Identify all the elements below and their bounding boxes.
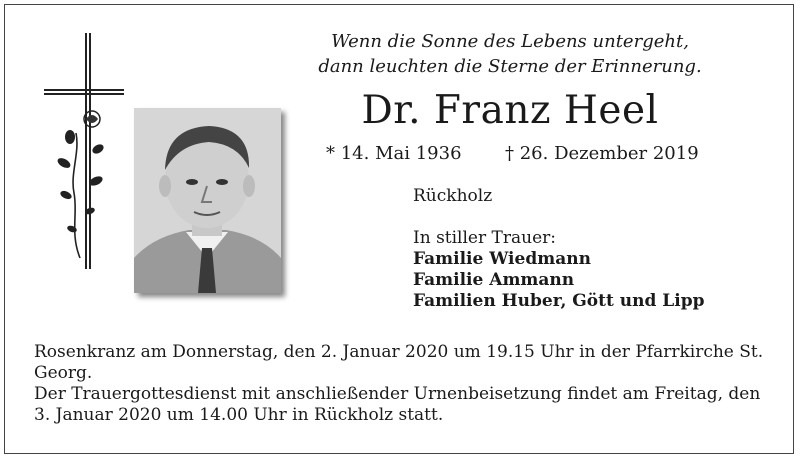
birth-date: * 14. Mai 1936 <box>326 143 462 164</box>
portrait-photo <box>134 108 281 293</box>
deceased-name: Dr. Franz Heel <box>361 88 659 133</box>
mourning-family: Familie Ammann <box>413 270 575 290</box>
motto-quote <box>300 29 720 79</box>
mourning-block <box>413 228 704 312</box>
place-of-residence: Rückholz <box>413 186 493 206</box>
motto-line-2: dann leuchten die Sterne der Erinnerung. <box>318 56 702 77</box>
motto-line-1: Wenn die Sonne des Lebens untergeht, <box>331 31 689 52</box>
portrait-illustration <box>134 108 281 293</box>
mourning-family: Familie Wiedmann <box>413 249 591 269</box>
rosary-notice: Rosenkranz am Donnerstag, den 2. Januar 2020 um 19.15 Uhr in der Pfarrkirche St. Georg. <box>34 342 764 383</box>
service-notices <box>34 342 774 426</box>
cross-with-rose-icon <box>40 33 130 273</box>
funeral-service-notice: Der Trauergottesdienst mit anschließender Urnenbeisetzung findet am Freitag, den 3. Januar 2020 um 14.00 Uhr in Rückholz statt. <box>34 384 761 425</box>
death-date: † 26. Dezember 2019 <box>505 143 699 164</box>
mourning-family: Familien Huber, Gött und Lipp <box>413 291 705 311</box>
mourning-intro: In stiller Trauer: <box>413 228 556 248</box>
